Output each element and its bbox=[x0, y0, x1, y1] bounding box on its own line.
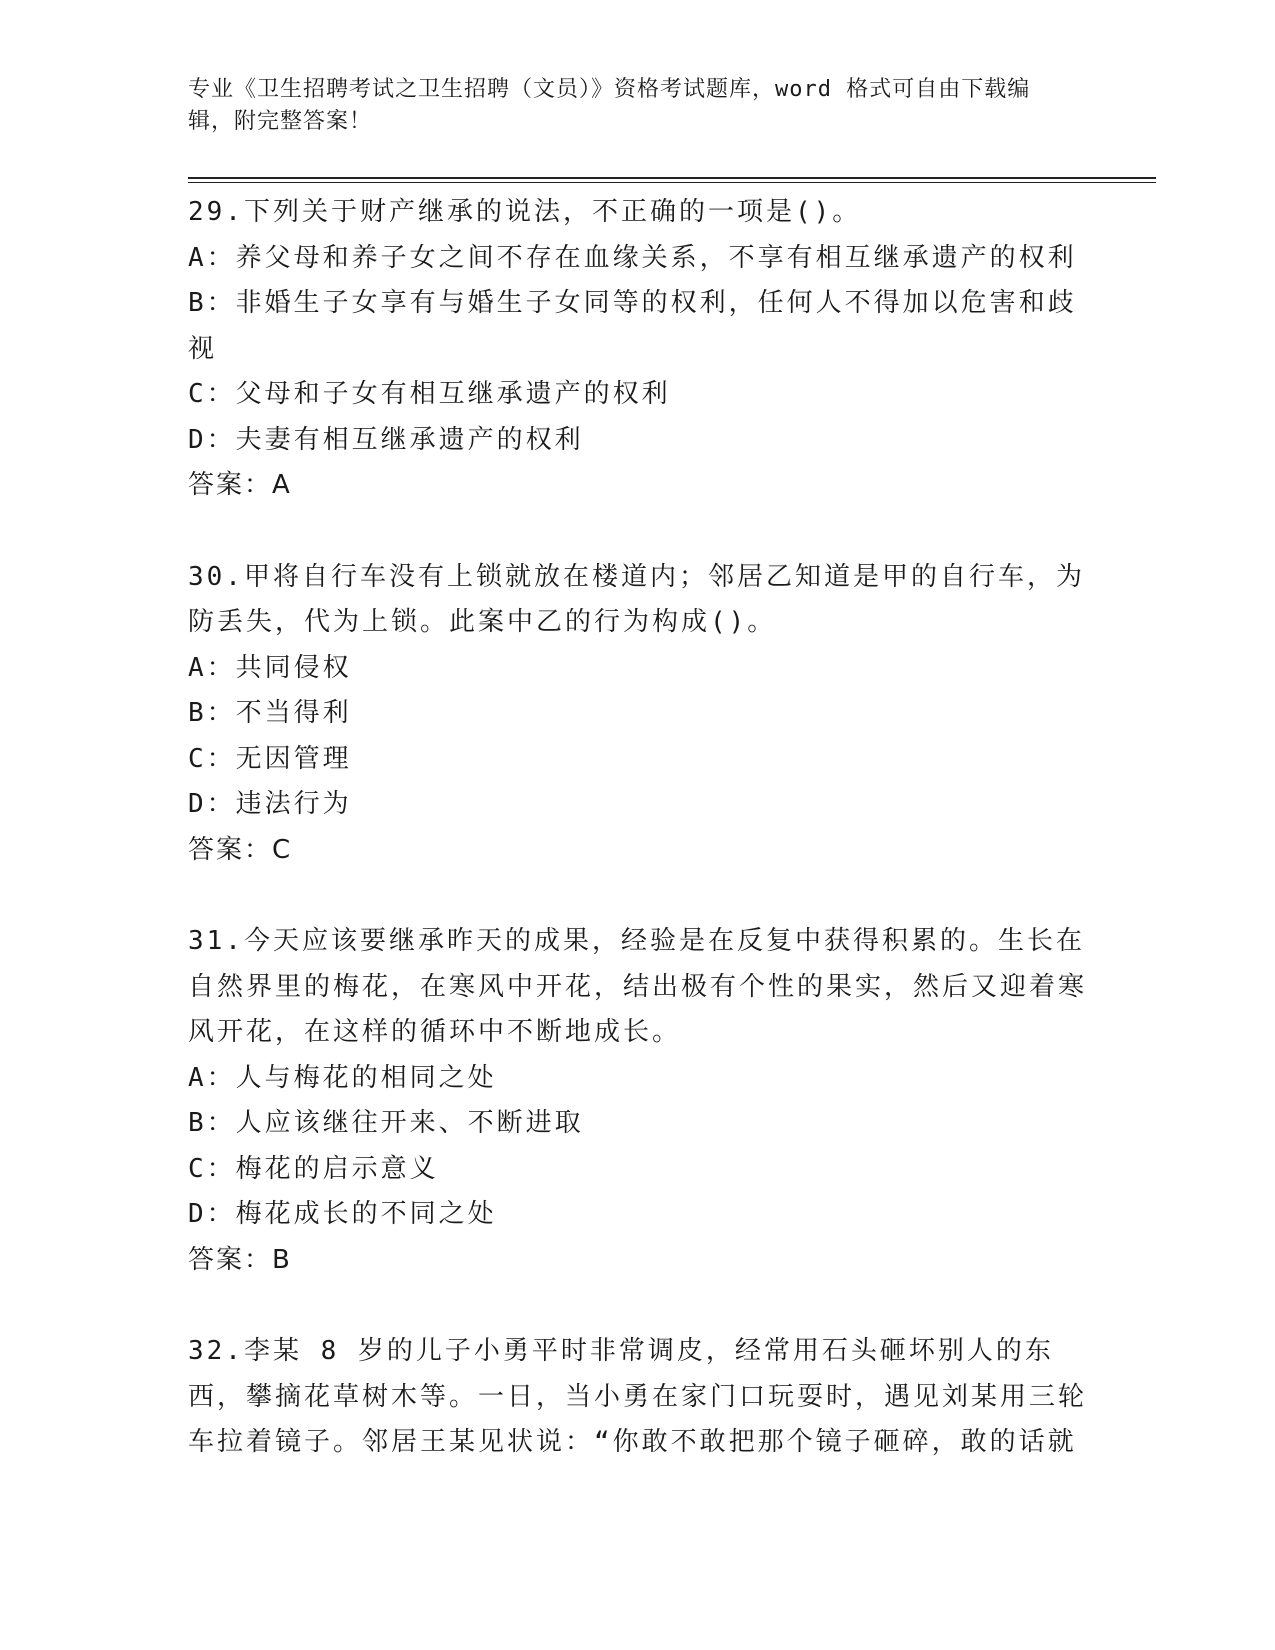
question-30 bbox=[188, 555, 1088, 874]
question-32 bbox=[188, 1329, 1088, 1466]
option-b: B：不当得利 bbox=[188, 698, 352, 728]
option-d: D：夫妻有相互继承遗产的权利 bbox=[188, 424, 584, 455]
answer-line: 答案：A bbox=[188, 470, 292, 500]
option-a: A：养父母和养子女之间不存在血缘关系，不享有相互继承遗产的权利 bbox=[188, 242, 1077, 273]
header-divider-thick bbox=[188, 177, 1156, 179]
option-a: A：共同侵权 bbox=[188, 652, 352, 683]
header-text: 专业《卫生招聘考试之卫生招聘（文员）》资格考试题库，word 格式可自由下载编辑，附完整答案！ bbox=[188, 77, 1031, 134]
option-c: C：无因管理 bbox=[188, 743, 352, 774]
answer-line: 答案：C bbox=[188, 834, 293, 865]
document-header bbox=[188, 74, 1068, 138]
header-divider-thin bbox=[188, 182, 1156, 183]
option-b: B：人应该继往开来、不断进取 bbox=[188, 1108, 584, 1138]
option-d: D：违法行为 bbox=[188, 789, 352, 819]
question-list bbox=[188, 190, 1088, 1466]
question-stem: 31.今天应该要继承昨天的成果，经验是在反复中获得积累的。生长在自然界里的梅花，在寒风中开花，结出极有个性的果实，然后又迎着寒风开花，在这样的循环中不断地成长。 bbox=[188, 926, 1088, 1047]
option-c: C：梅花的启示意义 bbox=[188, 1153, 439, 1184]
option-a: A：人与梅花的相同之处 bbox=[188, 1062, 497, 1093]
option-b: B：非婚生子女享有与婚生子女同等的权利，任何人不得加以危害和歧视 bbox=[188, 288, 1077, 364]
answer-line: 答案：B bbox=[188, 1244, 292, 1275]
option-c: C：父母和子女有相互继承遗产的权利 bbox=[188, 379, 671, 409]
question-29 bbox=[188, 190, 1088, 509]
question-31 bbox=[188, 919, 1088, 1283]
question-stem: 32.李某 8 岁的儿子小勇平时非常调皮，经常用石头砸坏别人的东西，攀摘花草树木等。一日，当小勇在家门口玩耍时，遇见刘某用三轮车拉着镜子。邻居王某见状说：“你敢不敢把那个镜子砸碎，敢的话就 bbox=[188, 1336, 1088, 1457]
question-stem: 29.下列关于财产继承的说法，不正确的一项是()。 bbox=[188, 197, 862, 227]
option-d: D：梅花成长的不同之处 bbox=[188, 1199, 497, 1229]
question-stem: 30.甲将自行车没有上锁就放在楼道内；邻居乙知道是甲的自行车，为防丢失，代为上锁。此案中乙的行为构成()。 bbox=[188, 561, 1085, 637]
